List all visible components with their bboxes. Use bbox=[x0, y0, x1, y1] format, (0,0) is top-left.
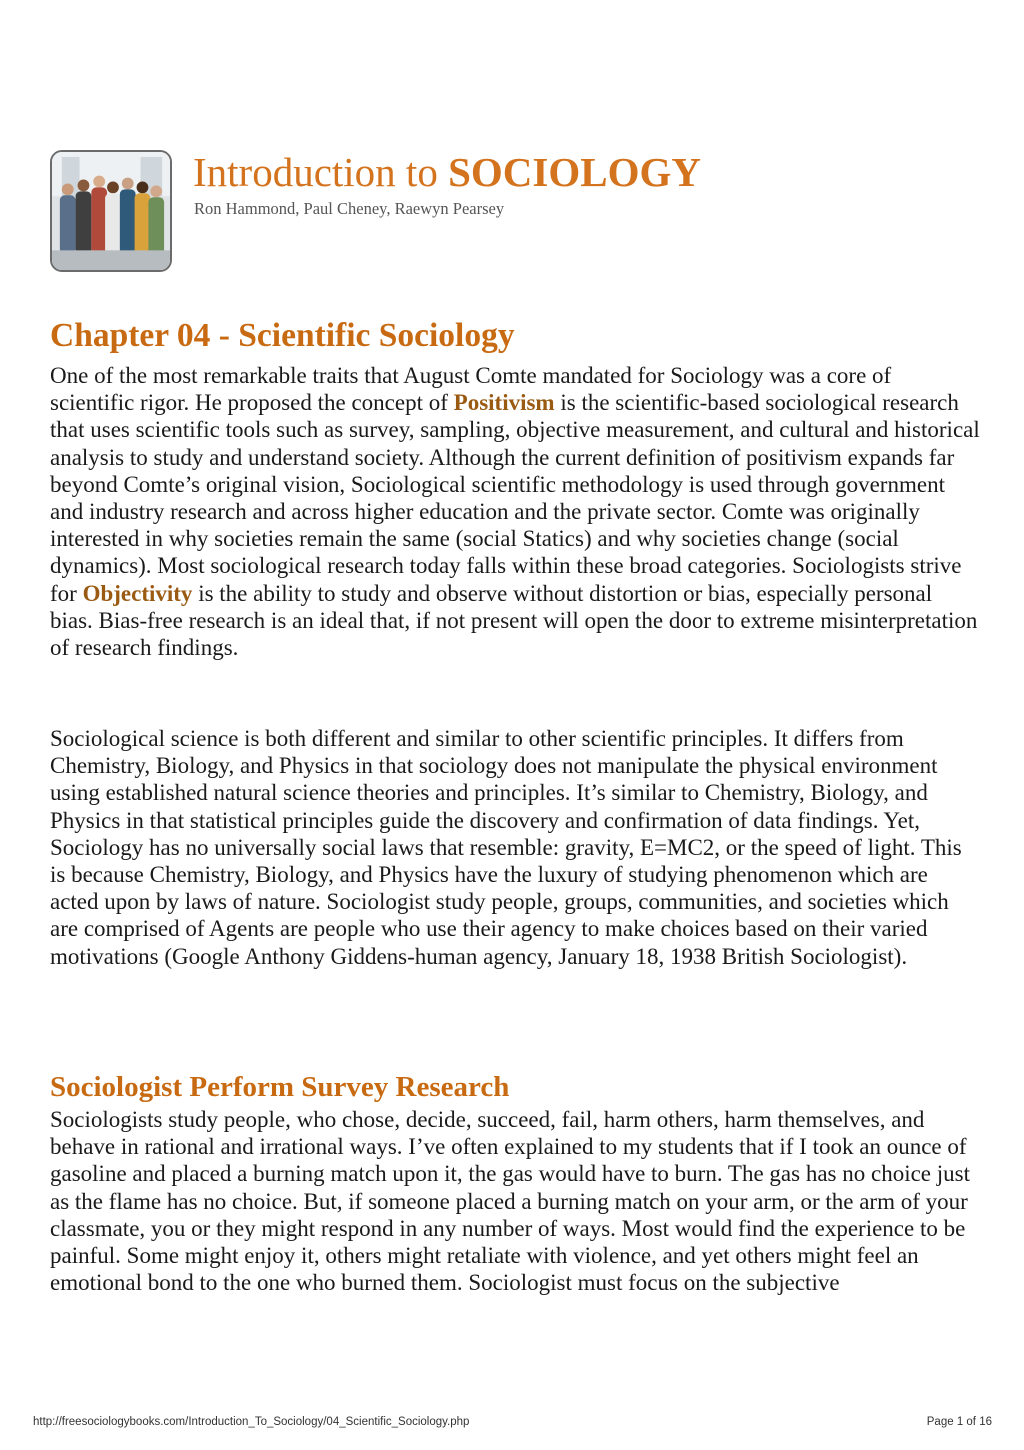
paragraph-text: is the scientific-based sociological research that uses scientific tools such as survey, sampling, objective measurement, and cultural and historical analysis to study and understand society. Although the current definition of positivism expands far beyond Comte’s original vision, Sociological scientific methodology is used through government and industry research and across higher education and the private sector. Comte was originally interested in why societies remain the same (social Statics) and why societies change (social dynamics). Most sociological research today falls within these broad categories. Sociologists strive for bbox=[50, 390, 980, 606]
paragraph-text: One of the most remarkable traits that August Comte mandated for Sociology was a core of scientific rigor. He proposed the concept of bbox=[50, 363, 892, 416]
section-paragraph-1: Sociologists study people, who chose, decide, succeed, fail, harm others, harm themselves, and behave in rational and irrational ways. I’ve often explained to my students that if I took an ounce of gasoline and placed a burning match upon it, the gas would have to burn. The gas has no choice just as the flame has no choice. But, if someone placed a burning match on your arm, or the arm of your classmate, you or they might respond in any number of ways. Most would find the experience to be painful. Some might enjoy it, others might retaliate with violence, and yet others might feel an emotional bond to the one who burned them. Sociologist must focus on the subjective bbox=[50, 1107, 970, 1296]
footer-page-number: Page 1 of 16 bbox=[926, 1416, 992, 1428]
book-title-emphasis: SOCIOLOGY bbox=[448, 149, 701, 195]
book-title-prefix: Introduction to bbox=[193, 149, 438, 195]
book-cover-image bbox=[50, 150, 172, 272]
term-objectivity: Objectivity bbox=[82, 580, 193, 606]
book-title bbox=[193, 148, 701, 196]
section-title: Sociologist Perform Survey Research bbox=[50, 1071, 510, 1103]
book-authors: Ron Hammond, Paul Cheney, Raewyn Pearsey bbox=[194, 199, 505, 218]
chapter-paragraph-2: Sociological science is both different and similar to other scientific principles. It differs from Chemistry, Biology, and Physics in that sociology does not manipulate the physical environment using established natural science theories and principles. It’s similar to Chemistry, Biology, and Physics in that statistical principles guide the discovery and confirmation of data findings. Yet, Sociology has no universally social laws that resemble: gravity, E=MC2, or the speed of light. This is because Chemistry, Biology, and Physics have the luxury of studying phenomenon which are acted upon by laws of nature. Sociologist study people, groups, communities, and societies which are comprised of Agents are people who use their agency to make choices based on their varied motivations (Google Anthony Giddens-human agency, January 18, 1938 British Sociologist). bbox=[50, 726, 962, 969]
chapter-paragraph-1 bbox=[50, 362, 980, 661]
chapter-title: Chapter 04 - Scientific Sociology bbox=[50, 317, 515, 354]
term-positivism: Positivism bbox=[453, 390, 555, 416]
paragraph-text: is the ability to study and observe without distortion or bias, especially personal bias. Bias-free research is an ideal that, if not present will open the door to extreme misinterpretation of research findings. bbox=[50, 580, 978, 661]
footer-url: http://freesociologybooks.com/Introduction_To_Sociology/04_Scientific_Sociology.php bbox=[33, 1416, 470, 1428]
